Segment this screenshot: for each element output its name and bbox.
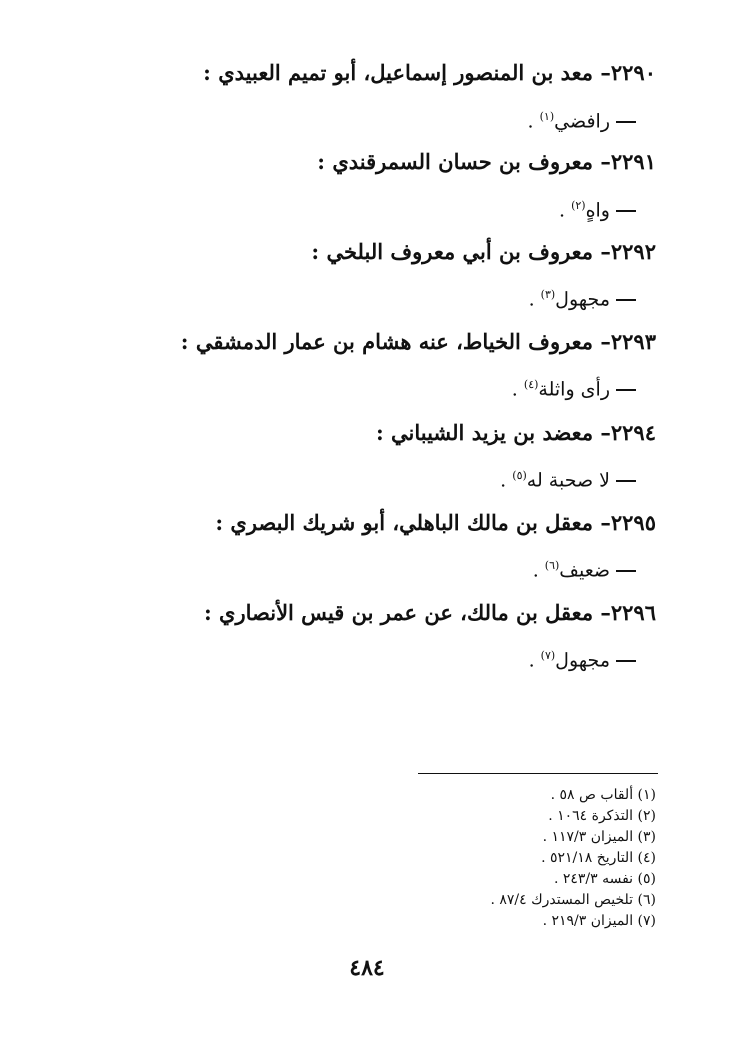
footnotes-block [490,785,656,932]
footnote-4: (٤) التاريخ ٥٢١/١٨ . [541,850,656,866]
verdict-end: . [532,559,545,582]
entry-2295-heading: ٢٢٩٥– معقل بن مالك الباهلي، أبو شريك البصري : [215,510,656,535]
entry-2293-verdict [512,371,636,403]
entry-2294-verdict [500,462,636,494]
footnote-6: (٦) تلخيص المستدرك ٨٧/٤ . [490,892,656,908]
footnote-ref: (٧) [540,649,556,662]
footnote-ref: (٣) [540,288,556,301]
dash-mark [616,660,636,662]
footnote-2: (٢) التذكرة ١٠٦٤ . [548,808,656,824]
entry-2291-heading: ٢٢٩١– معروف بن حسان السمرقندي : [317,149,656,174]
entry-2290-verdict [528,103,636,135]
verdict-end: . [500,469,513,492]
verdict-text: رأى واثلة [538,378,610,401]
verdict-end: . [528,649,541,672]
entry-2292-verdict [529,281,636,313]
verdict-text: واهٍ [585,199,610,222]
page-number: ٤٨٤ [349,955,385,981]
entry-2295-verdict [533,552,636,584]
footnote-ref: (٢) [571,199,586,212]
verdict-text: مجهول [555,649,610,672]
verdict-text: مجهول [555,288,610,311]
entry-2296-verdict [529,642,636,674]
dash-mark [616,480,636,482]
entry-2290-heading: ٢٢٩٠– معد بن المنصور إسماعيل، أبو تميم العبيدي : [203,60,656,85]
footnote-ref: (٥) [512,469,527,482]
dash-mark [616,210,636,212]
entry-2293-heading: ٢٢٩٣– معروف الخياط، عنه هشام بن عمار الدمشقي : [180,329,656,354]
footnote-divider [418,773,658,774]
dash-mark [616,299,636,301]
dash-mark [616,389,636,391]
verdict-end: . [558,199,572,222]
verdict-end: . [527,110,540,133]
footnote-5: (٥) نفسه ٢٤٣/٣ . [553,871,656,887]
verdict-end: . [528,288,541,311]
footnote-3: (٣) الميزان ١١٧/٣ . [542,829,656,845]
dash-mark [616,121,636,123]
footnote-1: (١) ألقاب ص ٥٨ . [550,787,656,803]
verdict-text: رافضي [554,110,610,133]
footnote-ref: (١) [539,110,555,123]
verdict-end: . [511,378,524,401]
entry-2291-verdict [559,192,636,224]
entry-2292-heading: ٢٢٩٢– معروف بن أبي معروف البلخي : [311,239,656,264]
entry-2294-heading: ٢٢٩٤– معضد بن يزيد الشيباني : [375,420,656,445]
footnote-ref: (٦) [544,559,560,572]
footnote-7: (٧) الميزان ٢١٩/٣ . [542,913,656,929]
verdict-text: لا صحبة له [526,469,610,492]
footnote-ref: (٤) [523,378,539,391]
entry-2296-heading: ٢٢٩٦– معقل بن مالك، عن عمر بن قيس الأنصاري : [203,600,656,625]
verdict-text: ضعيف [559,559,610,582]
dash-mark [616,570,636,572]
